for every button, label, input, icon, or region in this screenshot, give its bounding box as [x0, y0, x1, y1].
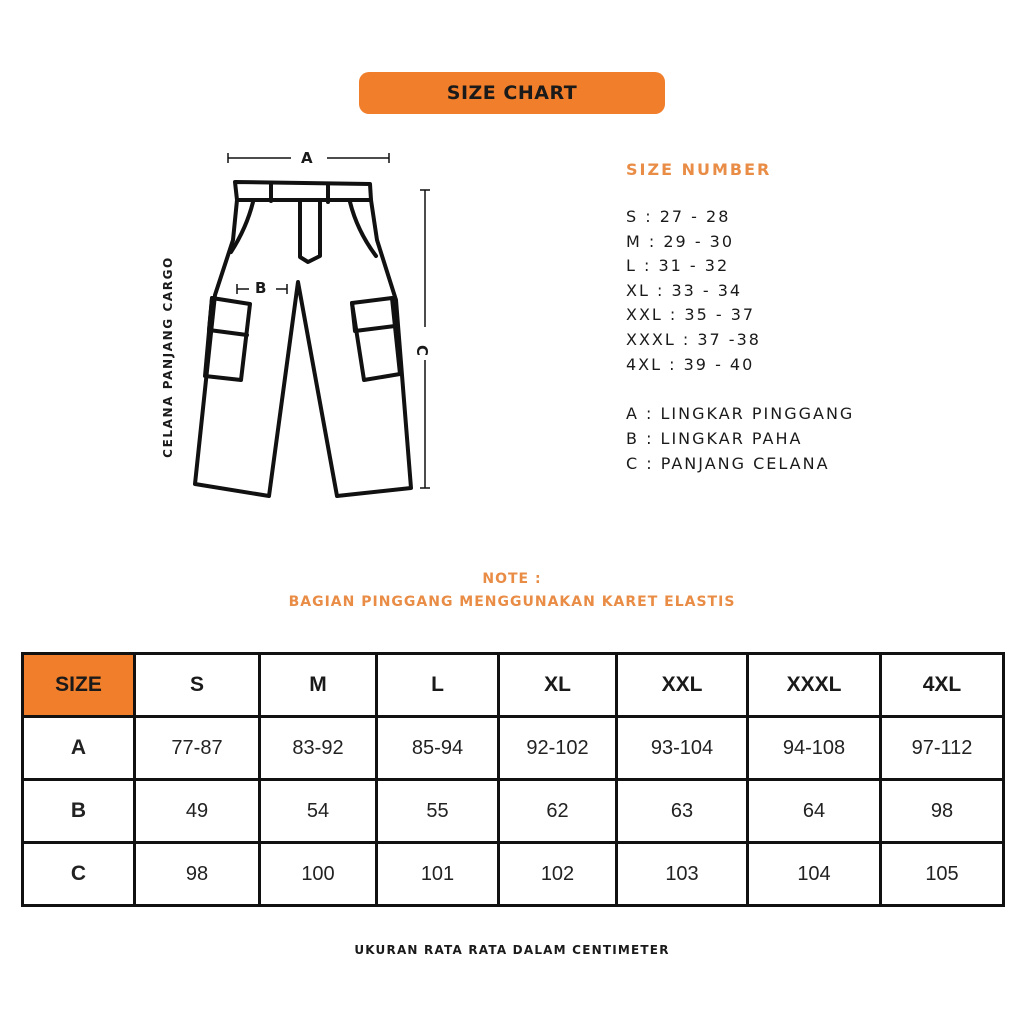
- dimension-c-label: C: [413, 344, 432, 357]
- note-label: NOTE :: [482, 571, 542, 587]
- table-row-label: B: [23, 780, 135, 843]
- table-cell: 83-92: [260, 717, 377, 780]
- table-cell: 98: [881, 780, 1004, 843]
- footer-note: UKURAN RATA RATA DALAM CENTIMETER: [354, 943, 670, 957]
- table-header-cell: L: [377, 654, 499, 717]
- table-cell: 105: [881, 843, 1004, 906]
- table-cell: 94-108: [748, 717, 881, 780]
- table-cell: 102: [499, 843, 617, 906]
- size-number-item: M : 29 - 30: [626, 231, 735, 251]
- table-cell: 97-112: [881, 717, 1004, 780]
- table-cell: 98: [135, 843, 260, 906]
- table-cell: 54: [260, 780, 377, 843]
- table-cell: 93-104: [617, 717, 748, 780]
- note: [0, 568, 1024, 614]
- table-cell: 62: [499, 780, 617, 843]
- table-cell: 64: [748, 780, 881, 843]
- table-row: [23, 843, 1004, 906]
- table-row: [23, 780, 1004, 843]
- table-cell: 103: [617, 843, 748, 906]
- table-header-cell: S: [135, 654, 260, 717]
- table-cell: 104: [748, 843, 881, 906]
- table-row-label: A: [23, 717, 135, 780]
- product-name-vertical: CELANA PANJANG CARGO: [161, 256, 175, 458]
- legend-item: A : LINGKAR PINGGANG: [626, 404, 855, 424]
- size-number-item: L : 31 - 32: [626, 256, 730, 276]
- legend-item: C : PANJANG CELANA: [626, 454, 830, 474]
- size-number-list: [626, 205, 956, 377]
- table-cell: 55: [377, 780, 499, 843]
- table-header-cell: M: [260, 654, 377, 717]
- table-header-cell: XXXL: [748, 654, 881, 717]
- table-header-cell: XXL: [617, 654, 748, 717]
- measurement-legend: [626, 401, 956, 476]
- table-row-label: C: [23, 843, 135, 906]
- size-number-item: XL : 33 - 34: [626, 280, 743, 300]
- table-row: [23, 717, 1004, 780]
- table-header-cell: 4XL: [881, 654, 1004, 717]
- size-chart-title: SIZE CHART: [359, 72, 665, 114]
- size-number-panel: [626, 160, 956, 476]
- size-table: [21, 652, 1005, 907]
- table-cell: 77-87: [135, 717, 260, 780]
- dimension-a-label: A: [301, 149, 313, 167]
- size-number-item: S : 27 - 28: [626, 207, 731, 226]
- note-text: BAGIAN PINGGANG MENGGUNAKAN KARET ELASTIS: [288, 594, 736, 610]
- table-cell: 85-94: [377, 717, 499, 780]
- table-header-row: [23, 654, 1004, 717]
- size-number-item: 4XL : 39 - 40: [626, 354, 755, 374]
- table-cell: 63: [617, 780, 748, 843]
- table-cell: 100: [260, 843, 377, 906]
- cargo-pants-icon: [150, 140, 450, 510]
- legend-item: B : LINGKAR PAHA: [626, 429, 803, 449]
- table-header-size: SIZE: [23, 654, 135, 717]
- table-cell: 49: [135, 780, 260, 843]
- table-cell: 101: [377, 843, 499, 906]
- size-number-item: XXL : 35 - 37: [626, 305, 756, 325]
- table-header-cell: XL: [499, 654, 617, 717]
- table-cell: 92-102: [499, 717, 617, 780]
- size-number-heading: SIZE NUMBER: [626, 160, 772, 179]
- size-number-item: XXXL : 37 -38: [626, 329, 761, 349]
- dimension-b-label: B: [255, 279, 267, 297]
